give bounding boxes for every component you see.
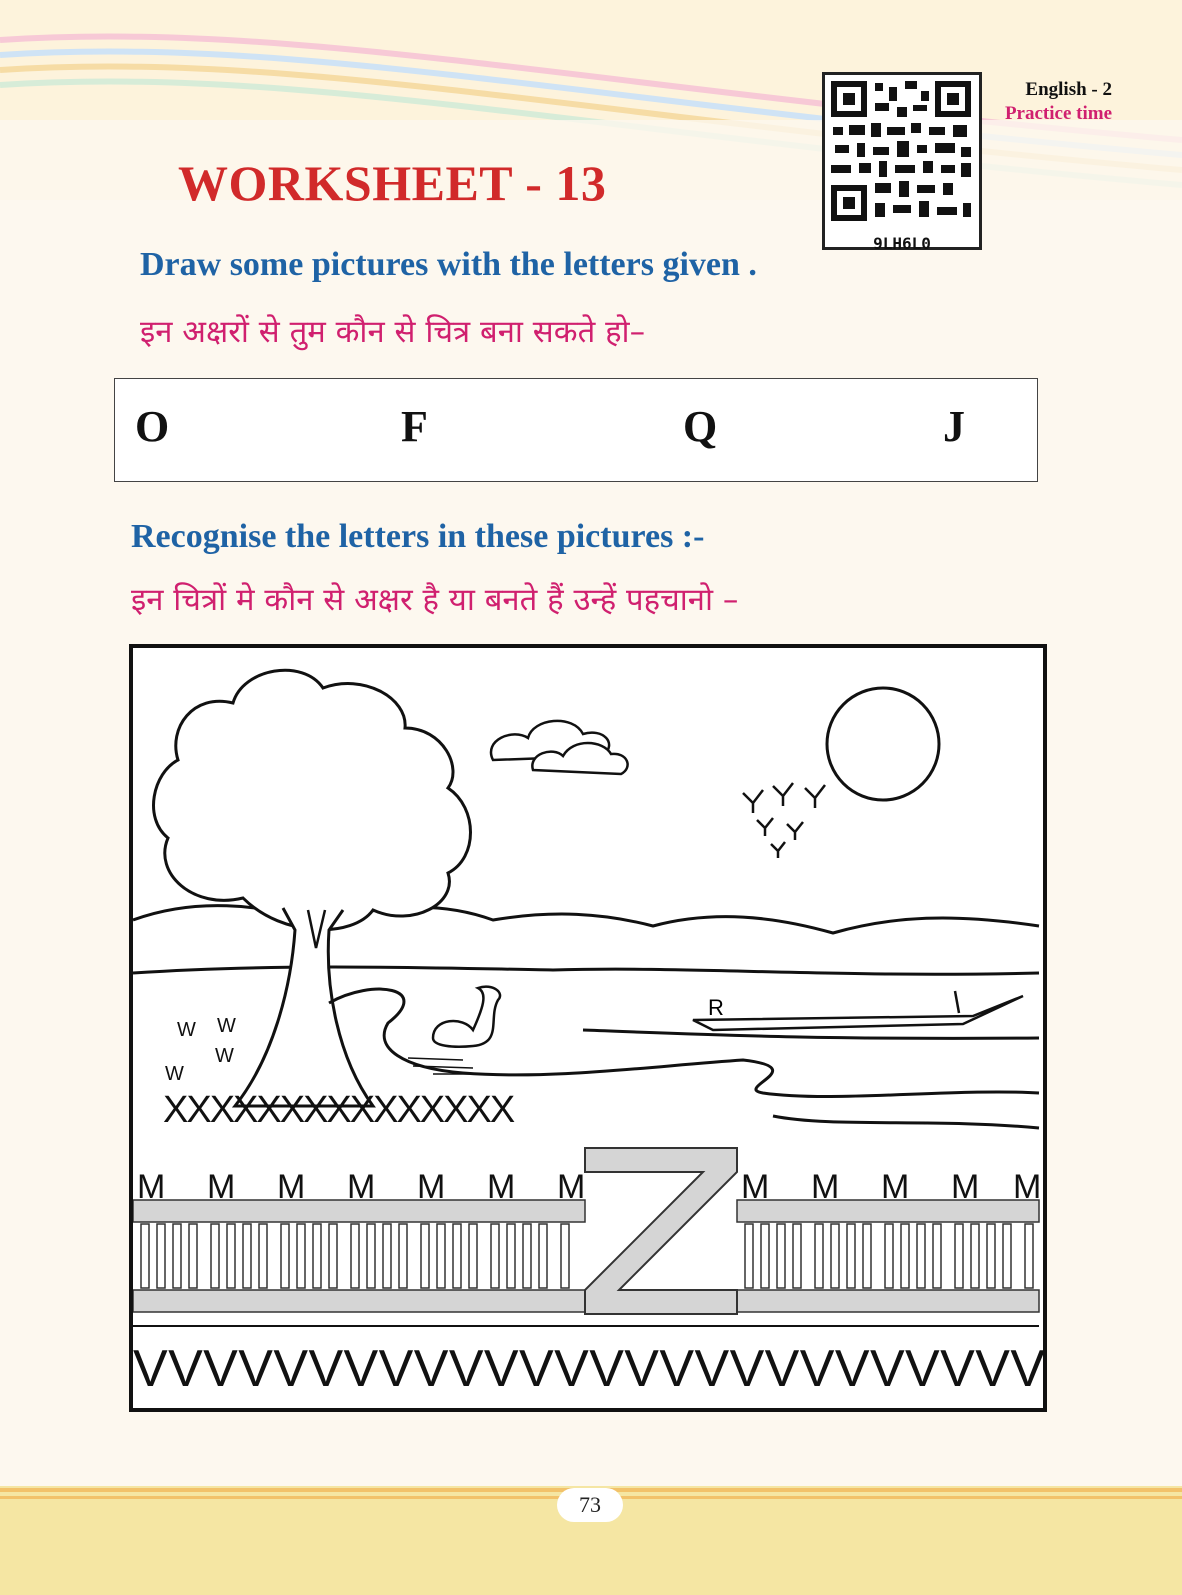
gate-z — [585, 1148, 737, 1314]
page-number: 73 — [557, 1488, 623, 1522]
instruction-draw-hindi: इन अक्षरों से तुम कौन से चित्र बना सकते हो– — [140, 314, 646, 350]
practice-label: Practice time — [1004, 103, 1112, 124]
instruction-recognise: Recognise the letters in these pictures :- — [131, 518, 705, 555]
qr-code[interactable] — [822, 72, 982, 250]
sun — [827, 688, 939, 800]
qr-code-text: 9LH6L0 — [873, 234, 931, 253]
fence-m: M — [811, 1168, 840, 1206]
fence-m: M — [557, 1168, 586, 1206]
grass-w: W — [217, 1015, 236, 1037]
letter-picture — [129, 644, 1047, 1412]
grass-w: W — [177, 1019, 196, 1041]
fence-m: M — [347, 1168, 376, 1206]
fence-m: M — [137, 1168, 166, 1206]
grass-marks — [165, 1015, 236, 1085]
fence-m: M — [417, 1168, 446, 1206]
grass-w: W — [165, 1063, 184, 1085]
swan — [433, 987, 500, 1047]
fence-m: M — [741, 1168, 770, 1206]
fence-m: M — [207, 1168, 236, 1206]
landscape-illustration — [133, 648, 1043, 1408]
grass-w: W — [215, 1045, 234, 1067]
letter-item: O — [135, 402, 170, 451]
boat — [693, 996, 1023, 1030]
x-row: XXXXXXXXXXXXXXX — [163, 1089, 514, 1131]
boat-rower: R — [708, 995, 724, 1020]
letters-box — [114, 378, 1038, 482]
letter-item: J — [943, 402, 965, 451]
v-row: VVVVVVVVVVVVVVVVVVVVVVVVVV — [133, 1340, 1039, 1398]
instruction-recognise-hindi: इन चित्रों मे कौन से अक्षर है या बनते हैं उन्हें पहचानो – — [131, 582, 739, 618]
fence-m: M — [951, 1168, 980, 1206]
birds — [743, 783, 825, 858]
fence-m: M — [1013, 1168, 1042, 1206]
fence-m: M — [881, 1168, 910, 1206]
subject-label: English - 2 — [1025, 79, 1112, 100]
header-info — [1005, 78, 1112, 126]
instruction-draw: Draw some pictures with the letters given . — [140, 246, 757, 283]
letter-item: Q — [683, 402, 718, 451]
page-title: WORKSHEET - 13 — [178, 155, 607, 211]
tree-crown — [154, 670, 471, 929]
fence-m: M — [487, 1168, 516, 1206]
letter-item: F — [401, 402, 428, 451]
fence-m: M — [277, 1168, 306, 1206]
qr-icon — [825, 75, 979, 229]
tree-trunk — [235, 908, 373, 1106]
